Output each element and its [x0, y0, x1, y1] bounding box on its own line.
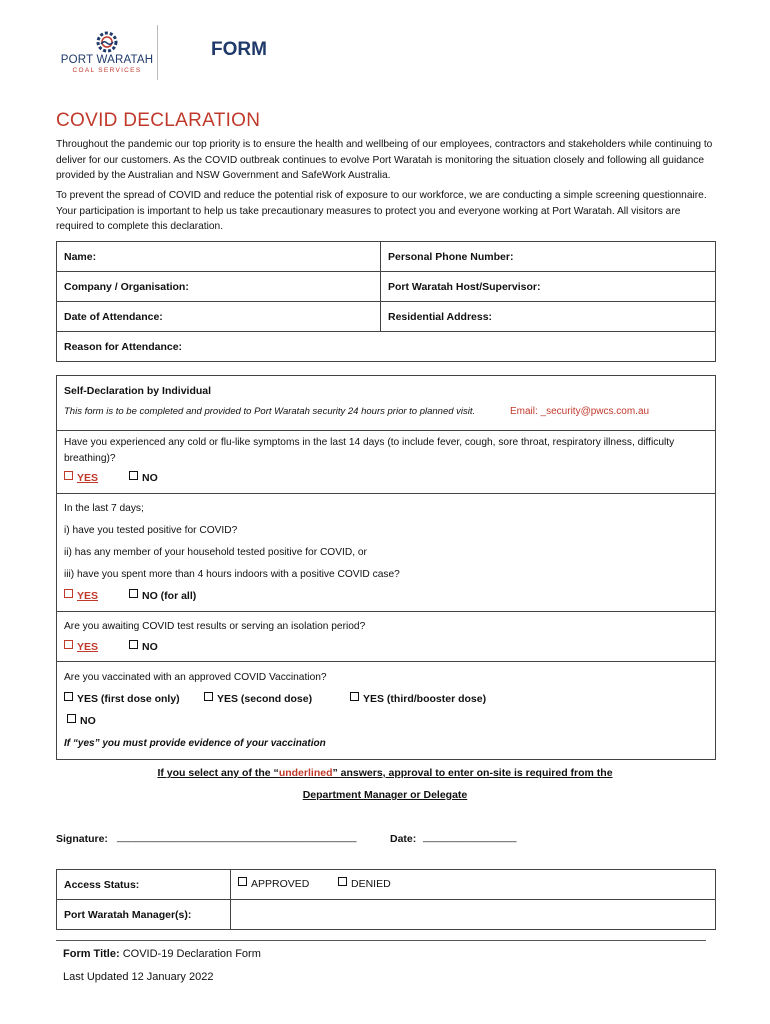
form-label: FORM: [211, 39, 267, 60]
company-logo: [60, 30, 154, 80]
form-title-value: COVID-19 Declaration Form: [122, 948, 261, 960]
phone-field[interactable]: Personal Phone Number:: [381, 242, 716, 272]
vaccination-evidence-note: If “yes” you must provide evidence of your vaccination: [64, 738, 326, 749]
self-declaration-instruction: This form is to be completed and provided to Port Waratah security 24 hours prior to planned visit.: [64, 406, 476, 417]
last-updated: Last Updated 12 January 2022: [63, 971, 214, 983]
gear-wave-logo-icon: [94, 30, 120, 54]
header-divider: [157, 25, 158, 80]
checkbox-icon: [129, 640, 138, 649]
vaccination-booster-label: YES (third/booster dose): [363, 693, 487, 705]
awaiting-results-no-label: NO: [142, 641, 158, 653]
last-7-days-no-option[interactable]: [129, 590, 196, 602]
checkbox-icon: [64, 692, 73, 701]
reason-field[interactable]: Reason for Attendance:: [57, 332, 716, 362]
last-7-days-item-i: i) have you tested positive for COVID?: [64, 525, 238, 536]
approval-note-post: ” answers, approval to enter on-site is required from the: [332, 767, 613, 779]
question-last-7-days: [56, 494, 716, 612]
awaiting-results-no-option[interactable]: [129, 641, 158, 653]
form-title-row: [63, 948, 261, 960]
awaiting-results-question-text: Are you awaiting COVID test results or serving an isolation period?: [64, 621, 366, 632]
vaccination-first-dose-option[interactable]: [64, 693, 180, 705]
signature-label: Signature:: [56, 833, 108, 845]
symptoms-question-text: Have you experienced any cold or flu-like symptoms in the last 14 days (to include fever, cough, sore throat, respiratory illness, difficulty breathing)?: [64, 437, 675, 464]
form-title-label: Form Title:: [63, 948, 120, 960]
access-status-table: [56, 869, 716, 930]
security-email-link[interactable]: Email: _security@pwcs.com.au: [510, 406, 650, 417]
self-declaration-header: [56, 375, 716, 431]
personal-info-table: [56, 241, 716, 362]
intro-paragraph-1: Throughout the pandemic our top priority is to ensure the health and wellbeing of our employees, contractors and stakeholders while continuing to deliver for our customers. As the COVID outbreak continues to evolve Port Waratah is monitoring the situation closely and following all guidance provided by the Australian and NSW Government and SafeWork Australia.: [56, 139, 713, 181]
checkbox-icon: [338, 877, 347, 886]
checkbox-icon: [238, 877, 247, 886]
checkbox-icon: [67, 714, 76, 723]
awaiting-results-yes-label: YES: [77, 641, 99, 653]
approval-note-pre: If you select any of the “: [157, 767, 279, 779]
date-line[interactable]: ________________: [423, 831, 517, 843]
denied-label: DENIED: [351, 878, 391, 890]
manager-field[interactable]: [231, 900, 716, 930]
attendance-date-field[interactable]: Date of Attendance:: [57, 302, 381, 332]
symptoms-no-label: NO: [142, 472, 158, 484]
vaccination-booster-option[interactable]: [350, 693, 486, 705]
date-label: Date:: [390, 833, 417, 845]
symptoms-yes-label: YES: [77, 472, 99, 484]
checkbox-icon: [64, 640, 73, 649]
approval-note-highlight: underlined: [278, 767, 333, 779]
symptoms-yes-option[interactable]: [64, 472, 98, 484]
checkbox-icon: [64, 589, 73, 598]
question-symptoms: [56, 430, 716, 494]
logo-name: PORT WARATAH: [60, 54, 154, 66]
name-field[interactable]: Name:: [57, 242, 381, 272]
self-declaration-heading: Self-Declaration by Individual: [64, 385, 212, 397]
last-7-days-item-iii: iii) have you spent more than 4 hours indoors with a positive COVID case?: [64, 569, 400, 580]
last-7-days-item-ii: ii) has any member of your household tested positive for COVID, or: [64, 547, 367, 558]
approval-note-line-1: [0, 767, 770, 779]
page-title: COVID DECLARATION: [56, 110, 261, 131]
vaccination-first-dose-label: YES (first dose only): [77, 693, 180, 705]
awaiting-results-yes-option[interactable]: [64, 641, 98, 653]
question-awaiting-results: [56, 612, 716, 662]
checkbox-icon: [129, 589, 138, 598]
access-status-options: [231, 870, 716, 900]
last-7-days-no-label: NO (for all): [142, 590, 197, 602]
vaccination-second-dose-label: YES (second dose): [217, 693, 313, 705]
vaccination-second-dose-option[interactable]: [204, 693, 312, 705]
logo-subtitle: COAL SERVICES: [72, 67, 142, 74]
company-field[interactable]: Company / Organisation:: [57, 272, 381, 302]
approval-note-line-2: Department Manager or Delegate: [302, 789, 468, 801]
last-7-days-intro: In the last 7 days;: [64, 503, 144, 514]
vaccination-no-option[interactable]: [67, 715, 96, 727]
last-7-days-yes-label: YES: [77, 590, 99, 602]
vaccination-no-label: NO: [80, 715, 96, 727]
vaccination-question-text: Are you vaccinated with an approved COVID Vaccination?: [64, 672, 327, 683]
symptoms-no-option[interactable]: [129, 472, 158, 484]
footer-divider: [56, 940, 706, 941]
checkbox-icon: [204, 692, 213, 701]
checkbox-icon: [64, 471, 73, 480]
manager-label: Port Waratah Manager(s):: [57, 900, 231, 930]
address-field[interactable]: Residential Address:: [381, 302, 716, 332]
access-status-label: Access Status:: [57, 870, 231, 900]
denied-option[interactable]: [338, 878, 391, 890]
approved-label: APPROVED: [251, 878, 310, 890]
checkbox-icon: [350, 692, 359, 701]
last-7-days-yes-option[interactable]: [64, 590, 98, 602]
signature-line[interactable]: _________________________________________: [117, 831, 357, 843]
intro-paragraph-2: To prevent the spread of COVID and reduce the potential risk of exposure to our workforce, we are conducting a simple screening questionnaire. Your participation is important to help us take precautionary measures to protect you and everyone working at Port Waratah. All visitors are required to complete this declaration.: [56, 190, 707, 232]
approved-option[interactable]: [238, 878, 309, 890]
checkbox-icon: [129, 471, 138, 480]
host-field[interactable]: Port Waratah Host/Supervisor:: [381, 272, 716, 302]
question-vaccination: [56, 662, 716, 760]
